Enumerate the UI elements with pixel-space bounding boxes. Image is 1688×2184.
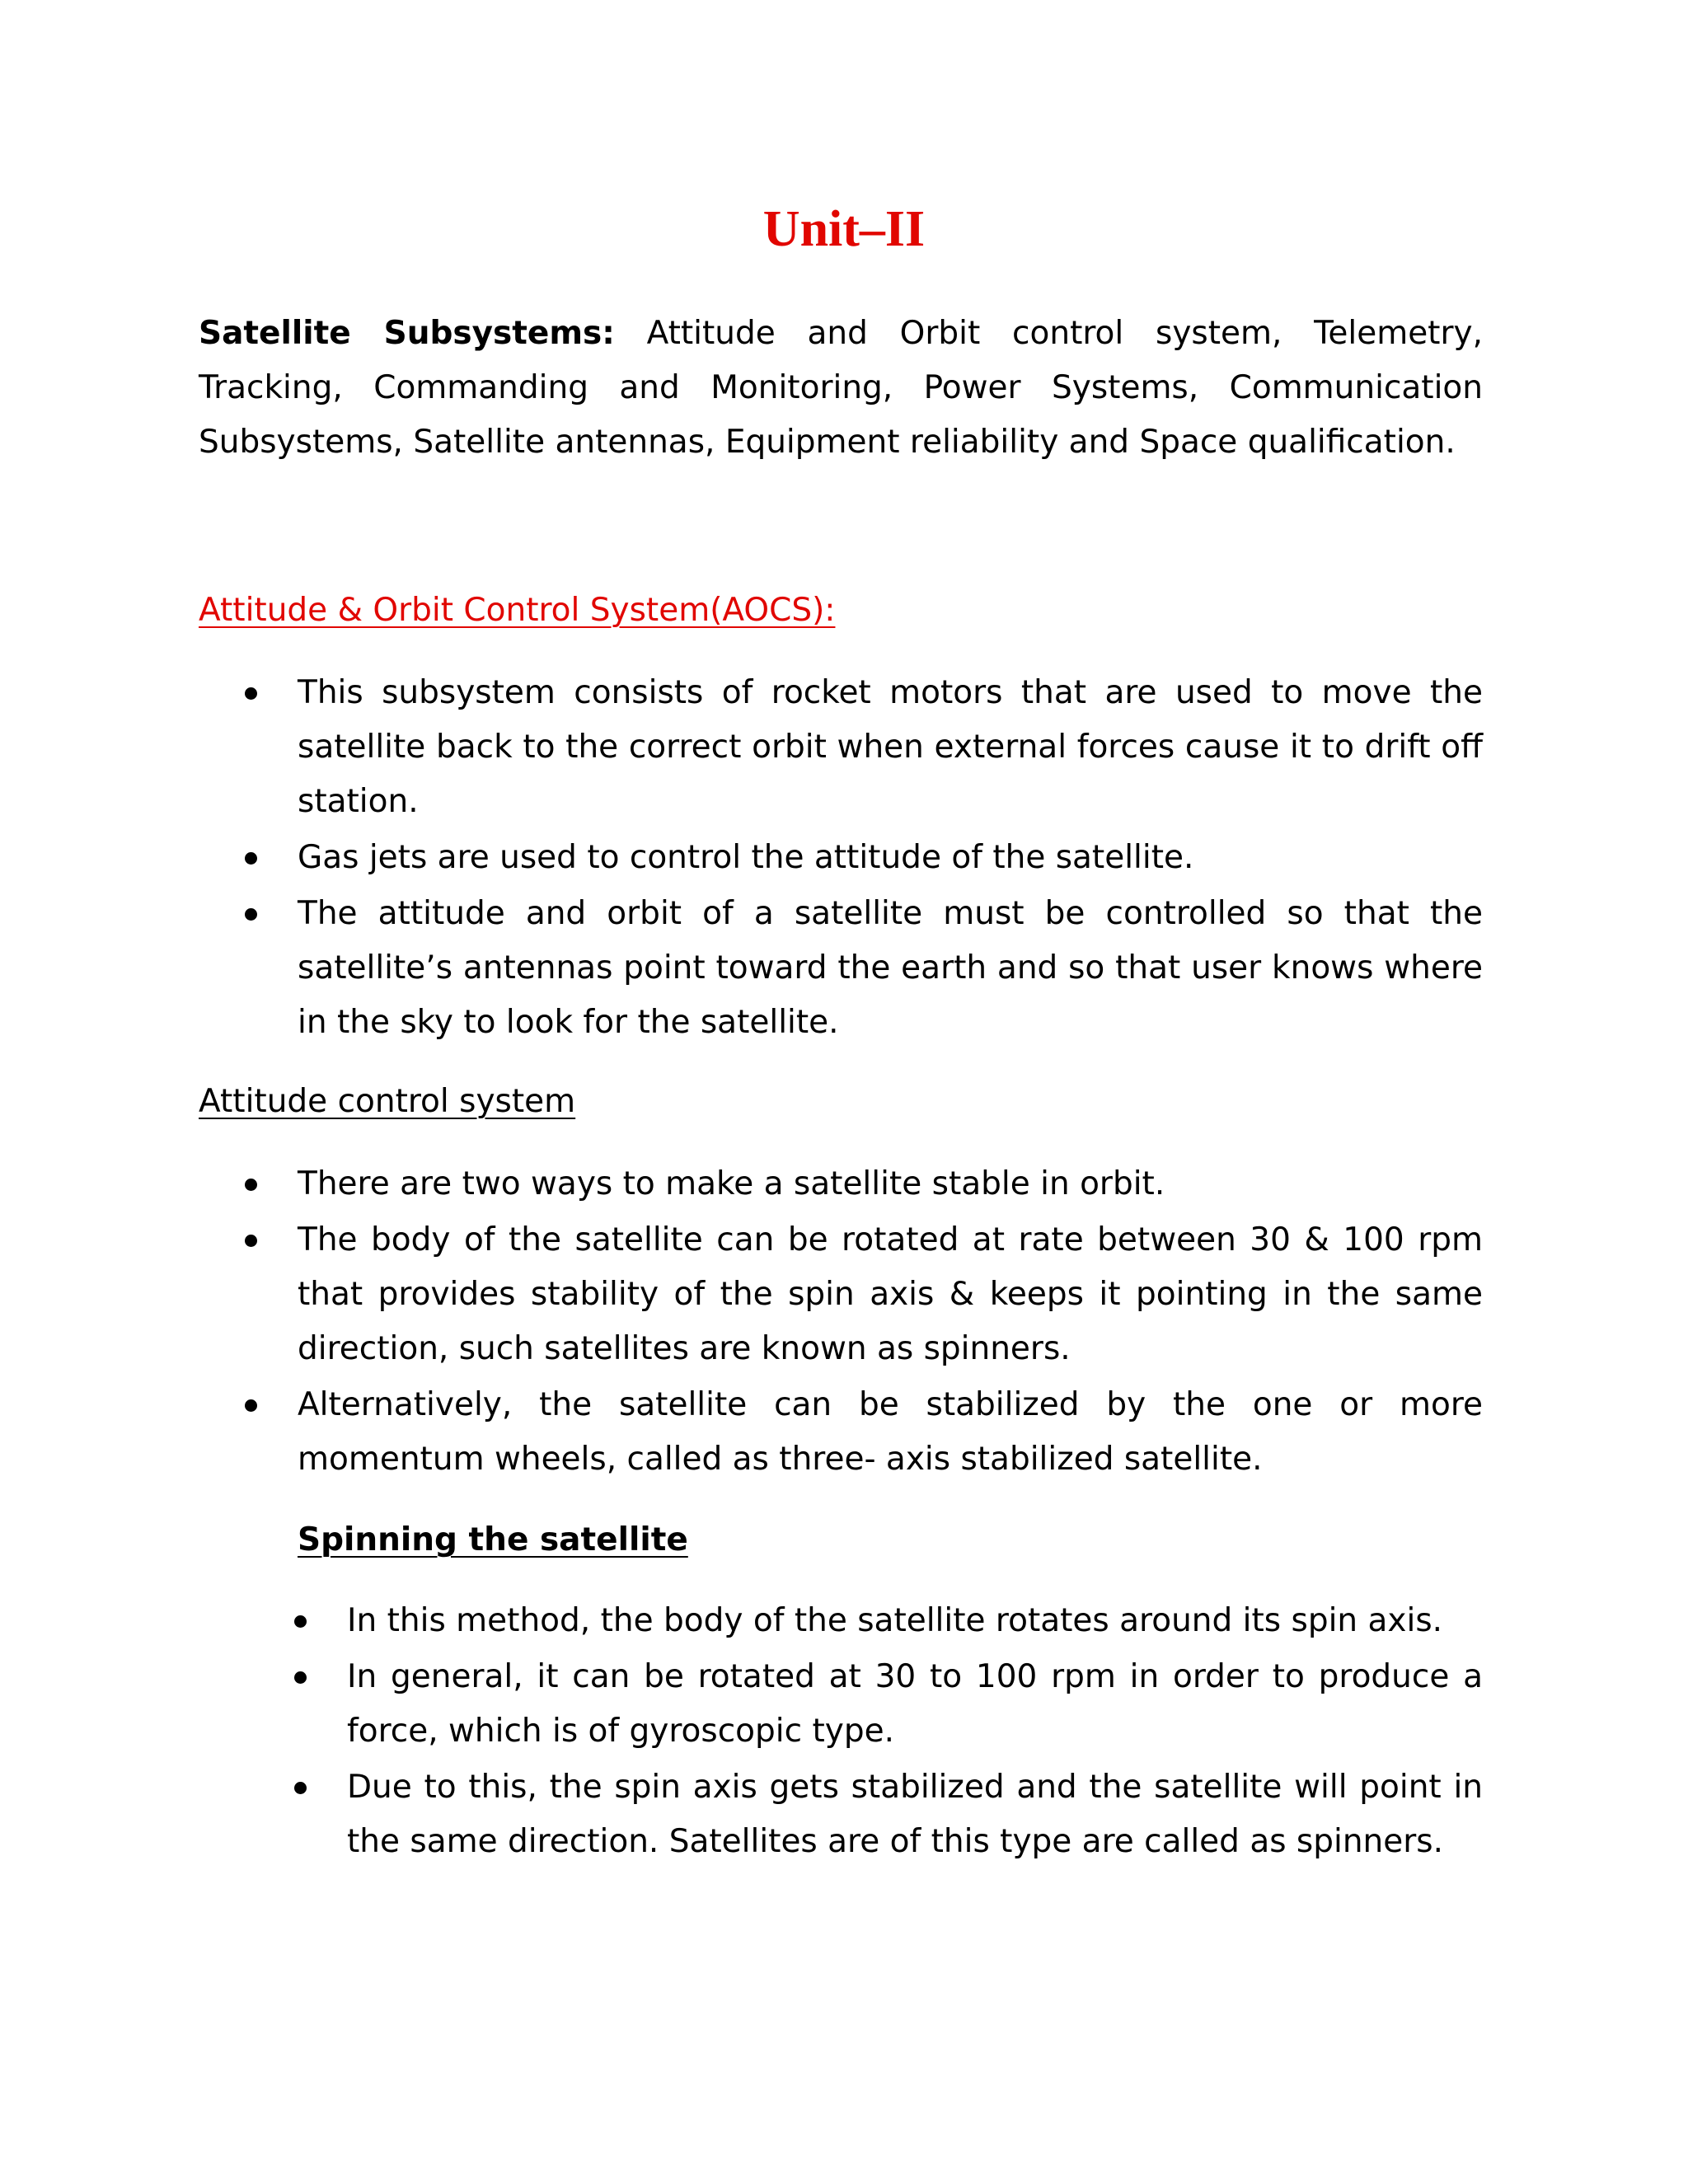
document-content bbox=[199, 307, 1483, 1871]
attitude-control-heading: Attitude control system bbox=[199, 1083, 576, 1120]
spinning-heading: Spinning the satellite bbox=[298, 1521, 688, 1558]
list-item: Due to this, the spin axis gets stabilized and the satellite will point in the same direction. Satellites are of this type are called as spinners. bbox=[347, 1760, 1483, 1869]
page-title: Unit–II bbox=[762, 201, 926, 257]
intro-text: Attitude and Orbit control system, Telemetry, Tracking, Commanding and Monitoring, Power Systems, Communication Subsystems, Satellite antennas, Equipment reliability and Space qualification. bbox=[199, 315, 1483, 461]
intro-paragraph bbox=[199, 307, 1483, 470]
intro-label: Satellite Subsystems: bbox=[199, 315, 615, 352]
list-item: In this method, the body of the satellite rotates around its spin axis. bbox=[347, 1594, 1483, 1648]
list-item: This subsystem consists of rocket motors that are used to move the satellite back to the correct orbit when external forces cause it to drift off station. bbox=[298, 666, 1483, 829]
list-item: Gas jets are used to control the attitude of the satellite. bbox=[298, 831, 1483, 885]
list-item: There are two ways to make a satellite stable in orbit. bbox=[298, 1157, 1483, 1212]
aocs-bullet-list bbox=[199, 666, 1483, 1050]
spinning-bullet-list bbox=[199, 1594, 1483, 1869]
list-item: In general, it can be rotated at 30 to 100 rpm in order to produce a force, which is of gyroscopic type. bbox=[347, 1650, 1483, 1759]
attitude-control-bullet-list bbox=[199, 1157, 1483, 1487]
aocs-heading: Attitude & Orbit Control System(AOCS): bbox=[199, 592, 836, 629]
list-item: Alternatively, the satellite can be stabilized by the one or more momentum wheels, called as three- axis stabilized satellite. bbox=[298, 1378, 1483, 1487]
list-item: The attitude and orbit of a satellite must be controlled so that the satellite’s antennas point toward the earth and so that user knows where in the sky to look for the satellite. bbox=[298, 887, 1483, 1050]
list-item: The body of the satellite can be rotated at rate between 30 & 100 rpm that provides stability of the spin axis & keeps it pointing in the same direction, such satellites are known as spinners. bbox=[298, 1213, 1483, 1376]
